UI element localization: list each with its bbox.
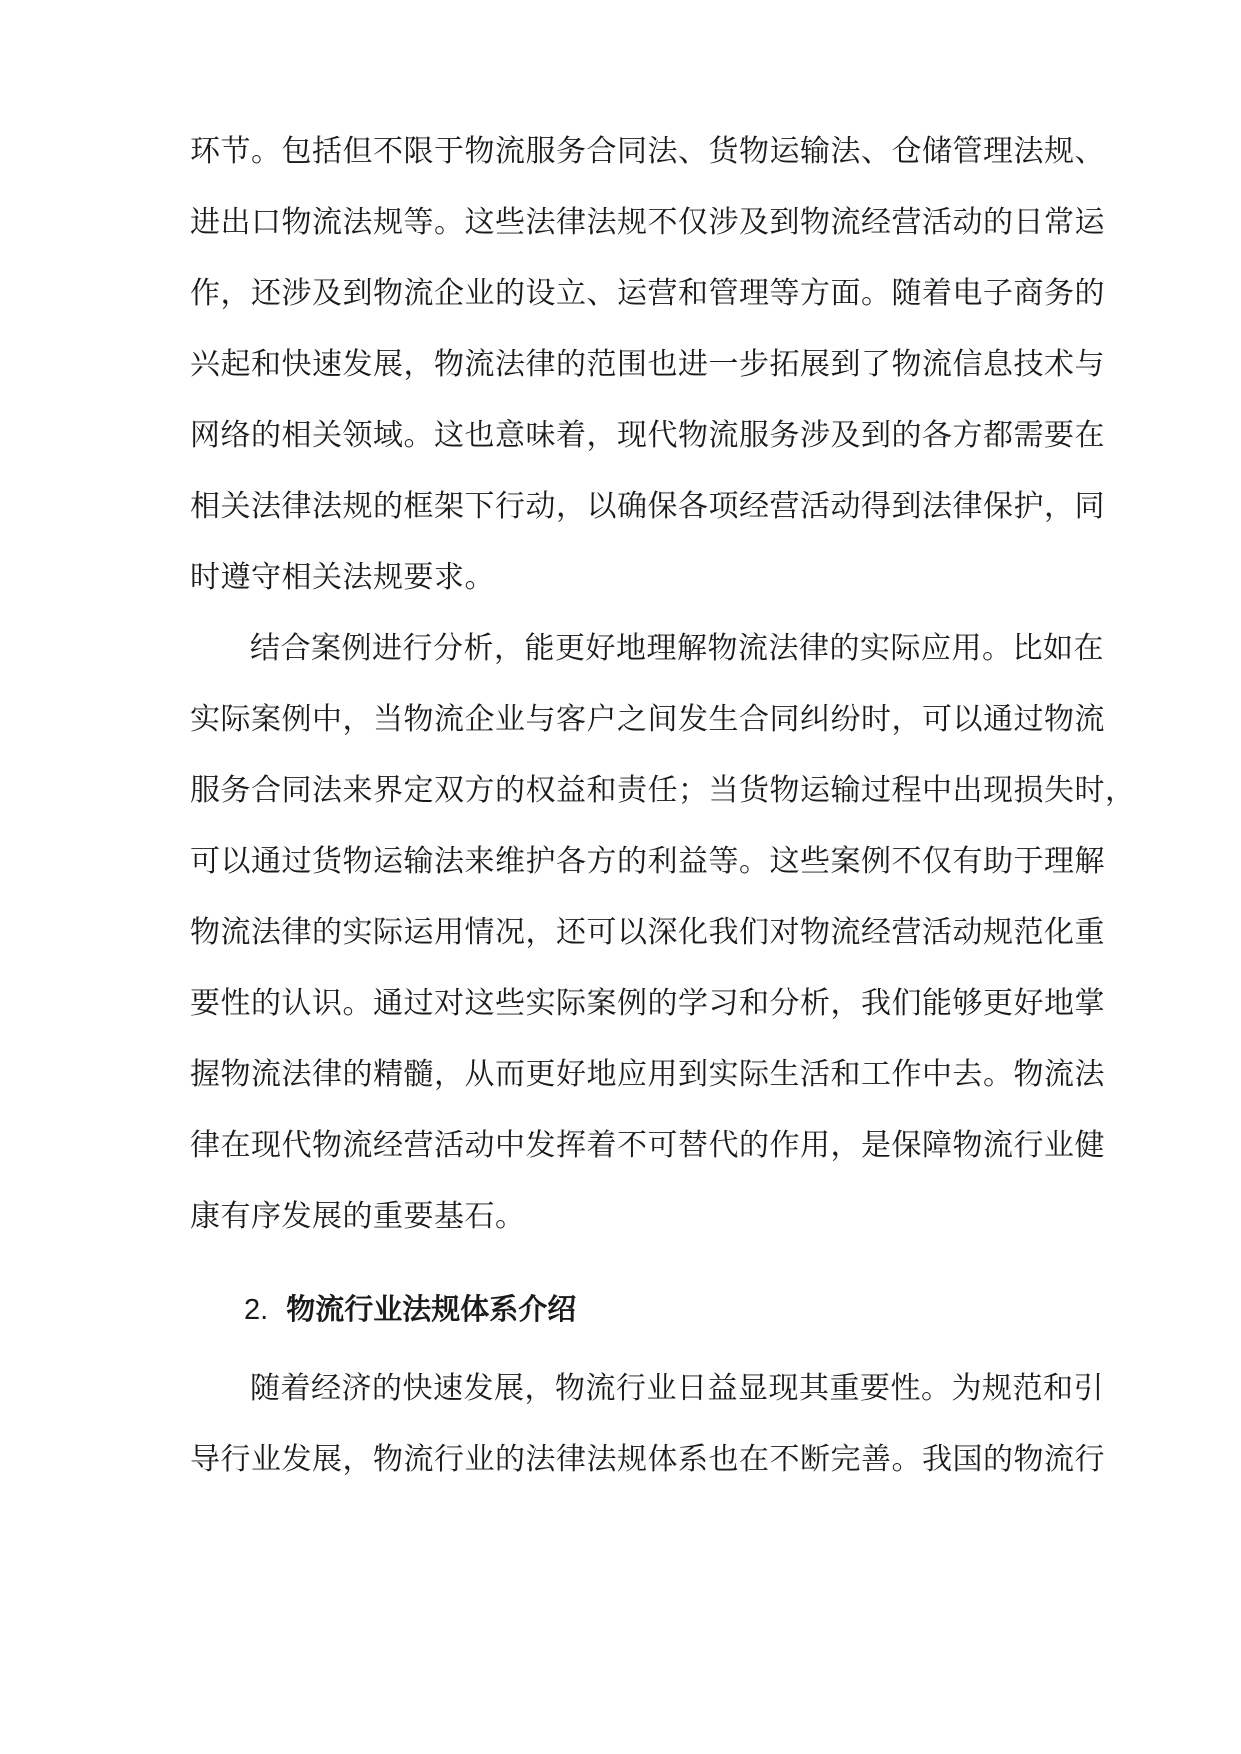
paragraph-1-line-1: 环节。包括但不限于物流服务合同法、货物运输法、仓储管理法规、 <box>190 134 1105 169</box>
paragraph-1-line-7: 时遵守相关法规要求。 <box>190 560 495 595</box>
paragraph-2-line-7: 握物流法律的精髓，从而更好地应用到实际生活和工作中去。物流法 <box>190 1057 1105 1092</box>
paragraph-2-line-1: 结合案例进行分析，能更好地理解物流法律的实际应用。比如在 <box>250 631 1104 666</box>
paragraph-3-line-2: 导行业发展，物流行业的法律法规体系也在不断完善。我国的物流行 <box>190 1442 1105 1477</box>
section-heading <box>244 1289 576 1329</box>
paragraph-2-line-3: 服务合同法来界定双方的权益和责任；当货物运输过程中出现损失时， <box>190 773 1136 808</box>
paragraph-2-line-8: 律在现代物流经营活动中发挥着不可替代的作用，是保障物流行业健 <box>190 1128 1105 1163</box>
paragraph-3-line-1: 随着经济的快速发展，物流行业日益显现其重要性。为规范和引 <box>250 1371 1104 1406</box>
paragraph-1-line-6: 相关法律法规的框架下行动，以确保各项经营活动得到法律保护，同 <box>190 489 1105 524</box>
paragraph-1-line-2: 进出口物流法规等。这些法律法规不仅涉及到物流经营活动的日常运 <box>190 205 1105 240</box>
paragraph-1-line-5: 网络的相关领域。这也意味着，现代物流服务涉及到的各方都需要在 <box>190 418 1105 453</box>
paragraph-1-line-4: 兴起和快速发展，物流法律的范围也进一步拓展到了物流信息技术与 <box>190 347 1105 382</box>
paragraph-2-line-9: 康有序发展的重要基石。 <box>190 1199 526 1234</box>
section-number: 2. <box>244 1294 269 1326</box>
paragraph-1-line-3: 作，还涉及到物流企业的设立、运营和管理等方面。随着电子商务的 <box>190 276 1105 311</box>
paragraph-2-line-5: 物流法律的实际运用情况，还可以深化我们对物流经营活动规范化重 <box>190 915 1105 950</box>
paragraph-2-line-2: 实际案例中，当物流企业与客户之间发生合同纠纷时，可以通过物流 <box>190 702 1105 737</box>
section-title: 物流行业法规体系介绍 <box>286 1292 577 1326</box>
paragraph-2-line-6: 要性的认识。通过对这些实际案例的学习和分析，我们能够更好地掌 <box>190 986 1105 1021</box>
paragraph-2-line-4: 可以通过货物运输法来维护各方的利益等。这些案例不仅有助于理解 <box>190 844 1105 879</box>
